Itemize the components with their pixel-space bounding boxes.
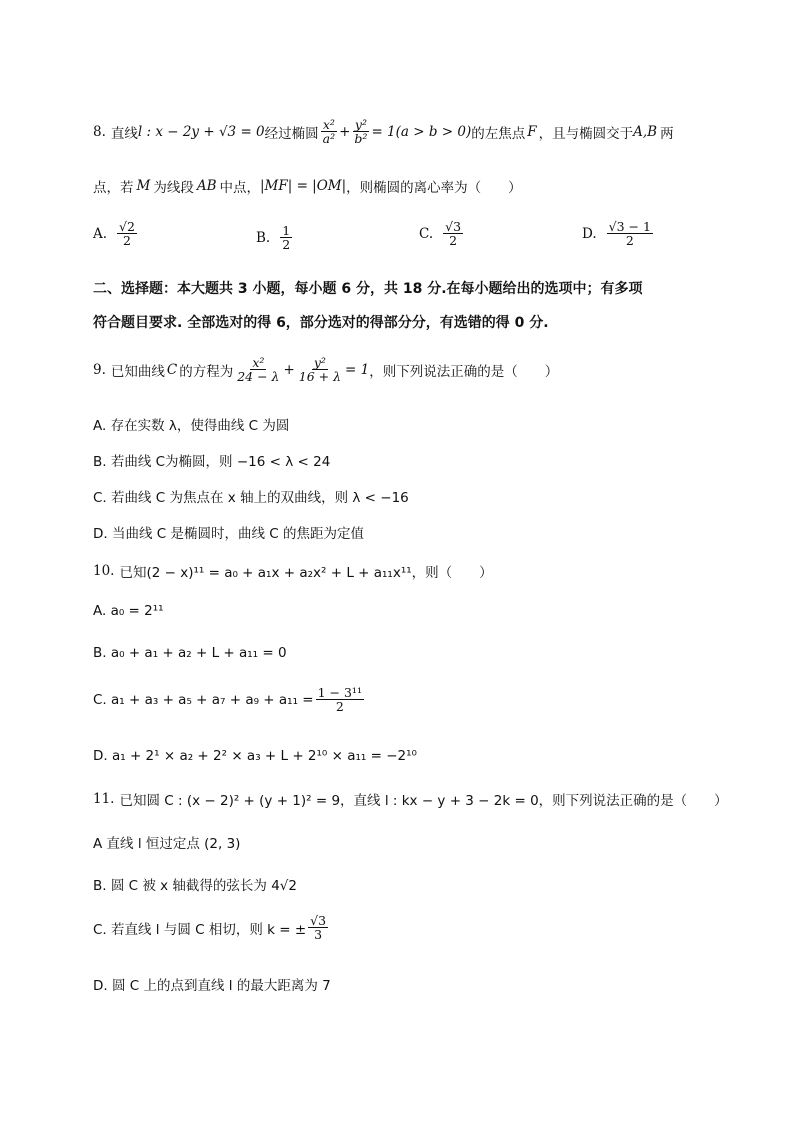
q9-text-c: ，则下列说法正确的是（ ） bbox=[369, 363, 559, 380]
q8-focus-F: F bbox=[527, 123, 537, 140]
q8-M: M bbox=[136, 178, 151, 194]
option-label: B. bbox=[256, 229, 271, 246]
q8-option-b: B. $\frac{1}{2}$ bbox=[256, 223, 291, 253]
q8-text-d: ，且与椭圆交于 bbox=[538, 125, 634, 142]
option-label: D. bbox=[582, 225, 597, 242]
q8-line2-a: 点，若 bbox=[93, 180, 134, 196]
q9-option-d: D. 当曲线 C 是椭圆时，曲线 C 的焦距为定值 bbox=[93, 526, 364, 542]
section2-heading-line1: 二、选择题：本大题共 3 小题，每小题 6 分，共 18 分.在每小题给出的选项中；有多项 bbox=[93, 281, 643, 297]
q9-text-a: 已知曲线 bbox=[110, 363, 165, 380]
q11-stem-text: 已知圆 C : (x − 2)² + (y + 1)² = 9，直线 l : kx − y + 3 − 2k = 0，则下列说法正确的是（ ） bbox=[119, 793, 728, 809]
q8-line2-c: 中点， bbox=[219, 180, 260, 196]
q10-number: 10. bbox=[93, 563, 115, 579]
q9-option-a: A. 存在实数 λ，使得曲线 C 为圆 bbox=[93, 418, 290, 434]
q8-line2 bbox=[93, 176, 522, 196]
q9-number: 9. bbox=[93, 361, 106, 378]
q8-text-b: 经过椭圆 bbox=[264, 125, 319, 142]
q8-line1: 8. 直线 l : x − 2y + √3 = 0 经过椭圆 $\frac{\text{x²}}{\text{a²}}$ + $\frac{\text{y²}}{\text{b²}}$ = 1(a > b > 0) 的左焦点 F ，且与椭圆交于 A,B 两 bbox=[93, 117, 674, 147]
q8-text-a: 直线 bbox=[110, 125, 138, 142]
q11-option-c-frac: $\frac{√3}{3}$ bbox=[310, 913, 327, 943]
section2-heading-line2: 符合题目要求. 全部选对的得 6，部分选对的得部分分，有选错的得 0 分. bbox=[93, 315, 549, 331]
q10-option-a: A. a₀ = 2¹¹ bbox=[93, 603, 164, 619]
q8-option-d: D. $\frac{√3 - 1}{2}$ bbox=[582, 219, 651, 249]
q11-option-c bbox=[93, 914, 330, 941]
q11-option-b: B. 圆 C 被 x 轴截得的弦长为 4√2 bbox=[93, 878, 297, 894]
q10-stem bbox=[93, 561, 493, 581]
q8-condition: |MF| = |OM| bbox=[260, 178, 347, 194]
q9-frac2: $\frac{\text{y²}}{16 + \lambda}$ bbox=[298, 355, 342, 385]
q8-frac-y: $\frac{\text{y²}}{\text{b²}}$ bbox=[354, 117, 368, 147]
q9-option-c: C. 若曲线 C 为焦点在 x 轴上的双曲线，则 λ < −16 bbox=[93, 490, 409, 506]
q9-stem: 9. 已知曲线 C 的方程为 $\frac{\text{x²}}{24 - \lambda}$ + $\frac{\text{y²}}{16 + \lambda}$ = 1 ，则下列说法正确的是（ ） bbox=[93, 355, 559, 385]
q8-text-e: 两 bbox=[660, 125, 674, 142]
q8-option-c: C. $\frac{√3}{2}$ bbox=[419, 219, 462, 249]
q9-eq: = 1 bbox=[345, 361, 370, 378]
q11-option-c-text: C. 若直线 l 与圆 C 相切，则 k = ± bbox=[93, 921, 307, 938]
q11-stem bbox=[93, 789, 728, 809]
q10-option-c-text: C. a₁ + a₃ + a₅ + a₇ + a₉ + a₁₁ = bbox=[93, 691, 314, 708]
q10-option-d: D. a₁ + 2¹ × a₂ + 2² × a₃ + L + 2¹⁰ × a₁₁ = −2¹⁰ bbox=[93, 748, 417, 764]
q8-line2-d: ，则椭圆的离心率为（ ） bbox=[346, 180, 522, 196]
q8-ellipse-tail: = 1(a > b > 0) bbox=[371, 123, 472, 140]
q11-option-a: A 直线 l 恒过定点 (2, 3) bbox=[93, 836, 241, 852]
q8-text-c: 的左焦点 bbox=[471, 125, 526, 142]
q8-line-eq: l : x − 2y + √3 = 0 bbox=[137, 123, 265, 140]
q9-text-b: 的方程为 bbox=[179, 363, 234, 380]
q8-line2-b: 为线段 bbox=[153, 180, 194, 196]
q10-option-c bbox=[93, 686, 366, 713]
q11-option-d: D. 圆 C 上的点到直线 l 的最大距离为 7 bbox=[93, 978, 331, 994]
q8-number: 8. bbox=[93, 123, 106, 140]
q8-AB2: AB bbox=[196, 178, 217, 194]
q9-C: C bbox=[166, 361, 178, 378]
option-label: A. bbox=[93, 225, 108, 242]
q8-AB: A,B bbox=[633, 123, 658, 140]
q8-frac-x: $\frac{\text{x²}}{\text{a²}}$ bbox=[322, 117, 336, 147]
q9-frac1: $\frac{\text{x²}}{24 - \lambda}$ bbox=[237, 355, 280, 385]
q10-option-c-frac: $\frac{\text{1 − 3¹¹}}{2}$ bbox=[317, 685, 362, 715]
option-label: C. bbox=[419, 225, 434, 242]
q10-option-b: B. a₀ + a₁ + a₂ + L + a₁₁ = 0 bbox=[93, 645, 287, 661]
q9-option-b: B. 若曲线 C为椭圆，则 −16 < λ < 24 bbox=[93, 454, 331, 470]
q10-stem-text: 已知(2 − x)¹¹ = a₀ + a₁x + a₂x² + L + a₁₁x¹¹，则（ ） bbox=[119, 565, 493, 581]
q11-number: 11. bbox=[93, 791, 115, 807]
q8-option-a: A. $\frac{√2}{2}$ bbox=[93, 219, 135, 249]
